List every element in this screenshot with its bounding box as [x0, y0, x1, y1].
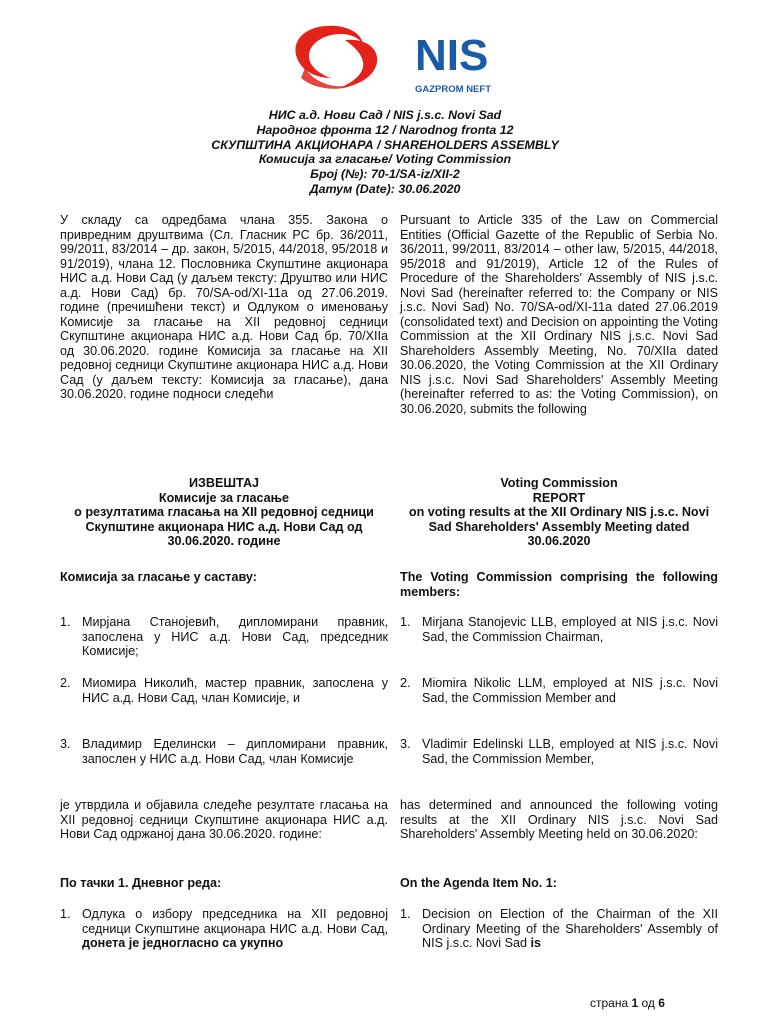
logo-text: NIS [415, 31, 489, 80]
decision-text [82, 907, 388, 951]
report-sub1-en: on voting results at the XII Ordinary NIS j.s.c. Novi Sad Shareholders' Assembly Meeting dated 30.06.2020 [408, 505, 710, 548]
member-item-1-en [400, 615, 718, 644]
decision-number: 1. [400, 907, 411, 921]
member-text: Miomira Nikolic LLM, employed at NIS j.s.c. Novi Sad, the Commission Member and [422, 676, 718, 705]
determined-english: has determined and announced the following voting results at the XII Ordinary NIS j.s.c. Novi Sad Shareholders' Assembly Meeting held on 30.06.2020: [400, 798, 718, 841]
footer-mid: од [638, 996, 659, 1010]
report-sub2-sr: о резултатима гласања на XII редовној седници Скупштине акционара НИС а.д. Нови Сад од 30.06.2020. године [74, 505, 374, 548]
header-line-assembly: СКУПШТИНА АКЦИОНАРА / SHAREHOLDERS ASSEMBLY [211, 137, 559, 152]
report-sub1-sr: Комисије за гласање [158, 490, 290, 505]
header-line-commission: Комисија за гласање/ Voting Commission [258, 152, 512, 167]
header-line-company: НИС а.д. Нови Сад / NIS j.s.c. Novi Sad [268, 108, 502, 122]
member-number: 1. [60, 615, 71, 629]
member-text: Мирјана Станојевић, дипломирани правник, запослена у НИС а.д. Нови Сад, председник Комисије; [82, 615, 388, 658]
report-title-serbian [60, 476, 388, 549]
member-number: 2. [400, 676, 411, 690]
header-line-address: Народног фронта 12 / Narodnog fronta 12 [256, 122, 514, 137]
member-number: 3. [60, 737, 71, 751]
commission-heading-serbian: Комисија за гласање у саставу: [60, 570, 257, 584]
decision-item-sr [60, 907, 388, 951]
member-item-2-en [400, 676, 718, 705]
member-item-3-en [400, 737, 718, 766]
report-sub0-en: Voting Commission [500, 476, 618, 490]
member-item-1-sr [60, 615, 388, 659]
page-footer [590, 996, 665, 1010]
agenda-heading-serbian: По тачки 1. Дневног реда: [60, 876, 222, 890]
nis-logo-mark [285, 18, 510, 98]
decision-text-bold: донета је једногласно са укупно [82, 936, 284, 950]
intro-english: Pursuant to Article 335 of the Law on Commercial Entities (Official Gazette of the Republic of Serbia No. 36/2011, 99/2011, 83/2014 – other law, 5/2015, 44/2018, 95/2018 and 91/2019), Article 12 of the Rules of Procedure of the Shareholders' Assembly of NIS j.s.c. Novi Sad (hereinafter referred to: the Company or NIS j.s.c. Novi Sad) No. 70/SA-od/XI-11a dated 27.06.2019 (consolidated text) and Decision on appointing the Voting Commission at the XII Ordinary NIS j.s.c. Novi Sad Shareholders Assembly Meeting, No. 70/XIIa dated 30.06.2020, the Voting Commission at the XII Ordinary NIS j.s.c. Novi Sad Shareholders' Assembly Meeting (hereinafter referred to as: the Voting Commission), on 30.06.2020, submits the following [400, 213, 718, 416]
member-item-3-sr [60, 737, 388, 766]
report-title-sr: ИЗВЕШТАЈ [188, 476, 260, 490]
document-header [0, 108, 770, 197]
agenda-heading-english: On the Agenda Item No. 1: [400, 876, 557, 890]
header-line-date: Датум (Date): 30.06.2020 [309, 181, 461, 196]
header-line-number: Број (№): 70-1/SA-iz/XII-2 [310, 167, 460, 182]
decision-number: 1. [60, 907, 71, 921]
commission-heading-english: The Voting Commission comprising the following members: [400, 570, 718, 599]
decision-text-bold: is [530, 936, 541, 950]
member-text: Vladimir Edelinski LLB, employed at NIS j.s.c. Novi Sad, the Commission Member, [422, 737, 718, 766]
report-title-english [400, 476, 718, 549]
intro-serbian: У складу са одредбама члана 355. Закона о привредним друштвима (Сл. Гласник РС бр. 36/2011, 99/2011, 83/2014 – др. закон, 5/2015, 44/2018, 95/2018 и 91/2019), члана 12. Пословника Скупштине акционара НИС а.д. Нови Сад (у даљем тексту: Друштво или НИС а.д. Нови Сад) бр. 70/SA-od/XI-11a од 27.06.2019. године (пречишћени текст) и Одлуком о именовању Комисије за гласање на XII редовној седници Скупштине акционара НИС а.д. Нови Сад бр. 70/XIIa од 30.06.2020. године Комисија за гласање на XII редовној седници Скупштине акционара НИС а.д. Нови Сад (у даљем тексту: Комисија за гласање), дана 30.06.2020. године подноси следећи [60, 213, 388, 401]
decision-text-plain: Decision on Election of the Chairman of the XII Ordinary Meeting of the Shareholders' Assembly of NIS j.s.c. Novi Sad [422, 907, 718, 950]
report-title-en: REPORT [532, 490, 586, 505]
decision-text [422, 907, 718, 951]
footer-page-total: 6 [658, 996, 665, 1010]
member-number: 3. [400, 737, 411, 751]
member-text: Mirjana Stanojevic LLB, employed at NIS j.s.c. Novi Sad, the Commission Chairman, [422, 615, 718, 644]
decision-item-en [400, 907, 718, 951]
determined-serbian: је утврдила и објавила следеће резултате гласања на XII редовној седници Скупштине акционара НИС а.д. Нови Сад одржаној дана 30.06.2020. године: [60, 798, 388, 841]
member-number: 1. [400, 615, 411, 629]
logo-subtext: GAZPROM NEFT [415, 84, 491, 95]
footer-prefix: страна [590, 996, 632, 1010]
member-text: Владимир Еделински – дипломирани правник, запослен у НИС а.д. Нови Сад, члан Комисије [82, 737, 388, 766]
member-text: Миомира Николић, мастер правник, запослена у НИС а.д. Нови Сад, члан Комисије, и [82, 676, 388, 705]
nis-logo [285, 18, 510, 98]
footer-page-number: 1 [631, 996, 639, 1010]
decision-text-plain: Одлука о избору председника на XII редовној седници Скупштине акционара НИС а.д. Нови Сад, [82, 907, 388, 936]
member-number: 2. [60, 676, 71, 690]
member-item-2-sr [60, 676, 388, 705]
